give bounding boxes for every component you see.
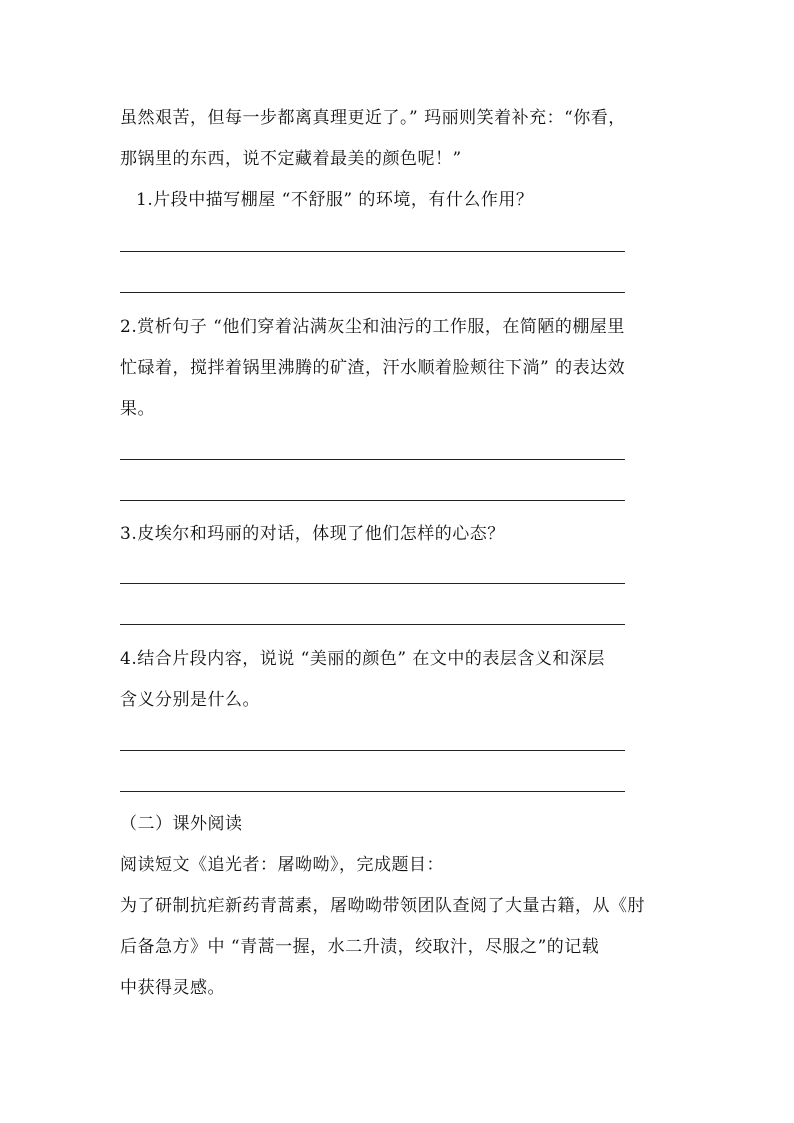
passage-line: 虽然艰苦，但每一步都离真理更近了。” 玛丽则笑着补充：“你看， xyxy=(120,108,626,128)
reading-passage-line: 为了研制抗疟新药青蒿素，屠呦呦带领团队查阅了大量古籍，从《肘 xyxy=(120,896,645,916)
answer-line xyxy=(120,750,625,751)
answer-line xyxy=(120,292,625,293)
question-2: 2.赏析句子 “他们穿着沾满灰尘和油污的工作服，在简陋的棚屋里 xyxy=(120,317,625,337)
answer-line xyxy=(120,791,625,792)
question-2-line-2: 忙碌着，搅拌着锅里沸腾的矿渣，汗水顺着脸颊往下淌” 的表达效 xyxy=(120,358,626,378)
question-4: 4.结合片段内容，说说 “美丽的颜色” 在文中的表层含义和深层 xyxy=(120,649,605,669)
passage-line: 那锅里的东西，说不定藏着最美的颜色呢！” xyxy=(120,149,462,169)
reading-passage-line: 后备急方》中 “青蒿一握，水二升渍，绞取汁，尽服之”的记载 xyxy=(120,937,600,957)
answer-line xyxy=(120,500,625,501)
answer-line xyxy=(120,459,625,460)
question-2-line-3: 果。 xyxy=(120,399,155,419)
answer-line xyxy=(120,624,625,625)
answer-line xyxy=(120,583,625,584)
section-heading: （二）课外阅读 xyxy=(120,814,243,834)
answer-line xyxy=(120,251,625,252)
question-3: 3.皮埃尔和玛丽的对话，体现了他们怎样的心态？ xyxy=(120,524,505,544)
section-instruction: 阅读短文《追光者：屠呦呦》，完成题目： xyxy=(120,855,444,875)
reading-passage-line: 中获得灵感。 xyxy=(120,978,225,998)
question-4-line-2: 含义分别是什么。 xyxy=(120,690,260,710)
question-1: 1.片段中描写棚屋 “不舒服” 的环境，有什么作用？ xyxy=(136,190,534,210)
